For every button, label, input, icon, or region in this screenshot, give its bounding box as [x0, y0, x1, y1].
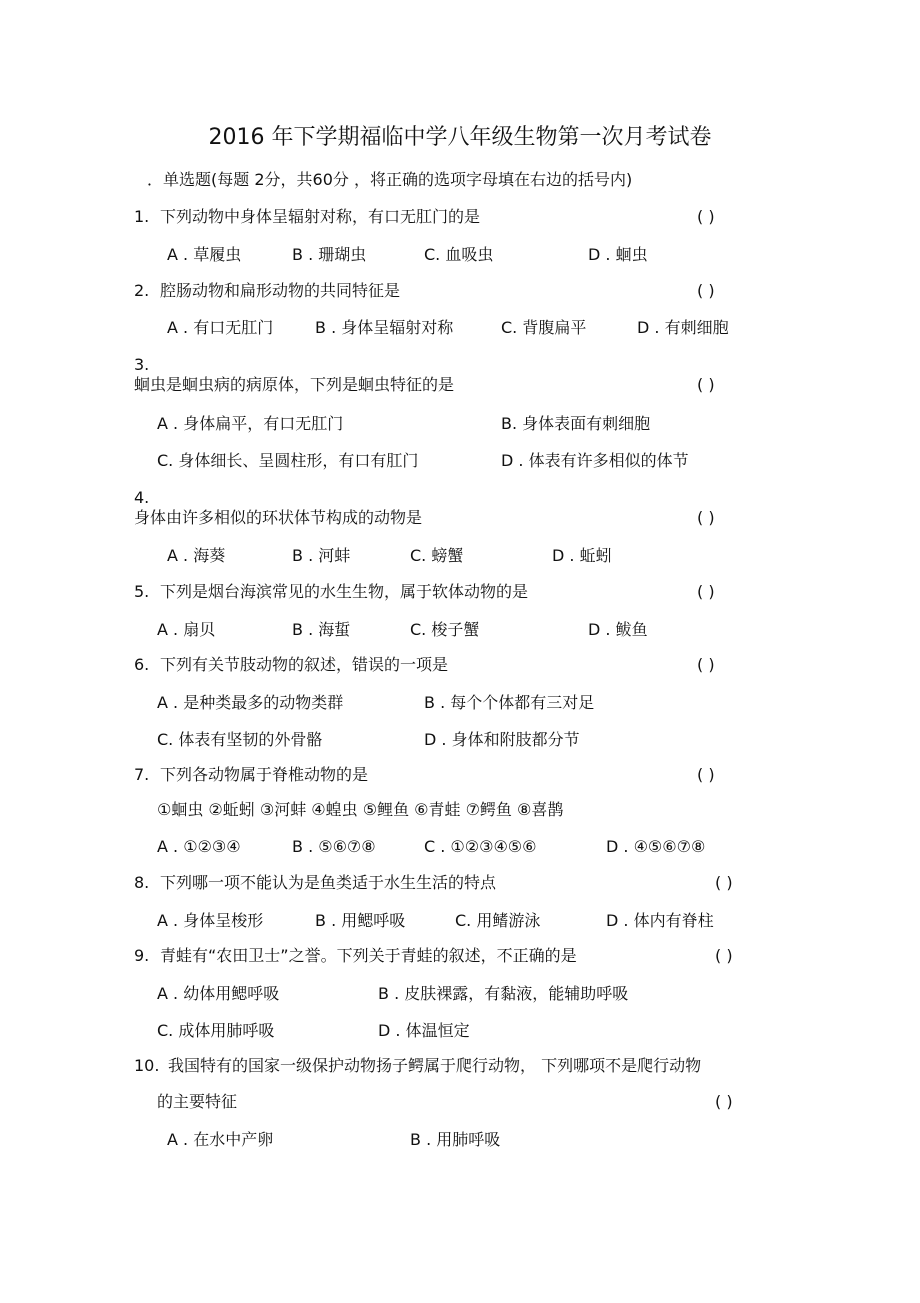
question-4-option-d: D . 蚯蚓 — [552, 546, 612, 565]
question-10-stem-continued: 的主要特征 — [157, 1092, 238, 1111]
question-8-option-a: A . 身体呈梭形 — [157, 911, 264, 930]
question-10-option-a: A . 在水中产卵 — [167, 1130, 274, 1149]
question-4-option-a: A . 海葵 — [167, 546, 226, 565]
question-10-stem: 我国特有的国家一级保护动物扬子鳄属于爬行动物， 下列哪项不是爬行动物 — [168, 1056, 702, 1075]
question-6-option-d: D . 身体和附肢都分节 — [424, 730, 580, 749]
question-5-option-c: C. 梭子蟹 — [410, 620, 480, 639]
question-1-option-d: D . 蛔虫 — [588, 245, 648, 264]
question-6-option-c: C. 体表有坚韧的外骨骼 — [157, 730, 323, 749]
question-1-option-a: A . 草履虫 — [167, 245, 242, 264]
question-2-option-a: A . 有口无肛门 — [167, 318, 274, 337]
question-2-option-b: B . 身体呈辐射对称 — [315, 318, 454, 337]
question-1-option-c: C. 血吸虫 — [424, 245, 494, 264]
question-5-stem: 下列是烟台海滨常见的水生生物，属于软体动物的是 — [160, 582, 529, 601]
question-8-stem: 下列哪一项不能认为是鱼类适于水生生活的特点 — [160, 873, 497, 892]
question-9-answer-bracket: ( ) — [715, 946, 733, 965]
question-3-option-d: D . 体表有许多相似的体节 — [501, 451, 689, 470]
question-7-number: 7. — [134, 765, 150, 784]
question-7-answer-bracket: ( ) — [697, 765, 715, 784]
question-8-option-b: B . 用鳃呼吸 — [315, 911, 406, 930]
question-6-stem: 下列有关节肢动物的叙述，错误的一项是 — [160, 655, 449, 674]
question-3-option-c: C. 身体细长、呈圆柱形，有口有肛门 — [157, 451, 419, 470]
question-7-option-b: B . ⑤⑥⑦⑧ — [292, 837, 376, 856]
section-heading: ．单选题(每题 2分，共60分 ，将正确的选项字母填在右边的括号内) — [147, 170, 633, 189]
question-9-stem: 青蛙有“农田卫士”之誉。下列关于青蛙的叙述，不正确的是 — [160, 946, 577, 965]
question-9-option-a: A . 幼体用鳃呼吸 — [157, 984, 280, 1003]
question-2-option-c: C. 背腹扁平 — [501, 318, 587, 337]
question-6-number: 6. — [134, 655, 150, 674]
question-5-option-b: B . 海蜇 — [292, 620, 351, 639]
question-3-option-a: A . 身体扁平，有口无肛门 — [157, 414, 344, 433]
question-6-answer-bracket: ( ) — [697, 655, 715, 674]
question-10-number: 10. — [134, 1056, 160, 1075]
question-9-option-b: B . 皮肤裸露，有黏液，能辅助呼吸 — [378, 984, 629, 1003]
question-7-option-c: C . ①②③④⑤⑥ — [424, 837, 537, 856]
question-3-answer-bracket: ( ) — [697, 375, 715, 394]
question-2-option-d: D . 有刺细胞 — [637, 318, 729, 337]
question-4-number: 4. — [134, 488, 150, 507]
question-4-option-b: B . 河蚌 — [292, 546, 351, 565]
question-7-animal-list: ①蛔虫 ②蚯蚓 ③河蚌 ④蝗虫 ⑤鲤鱼 ⑥青蛙 ⑦鳄鱼 ⑧喜鹊 — [157, 800, 564, 819]
question-10-option-b: B . 用肺呼吸 — [410, 1130, 501, 1149]
question-2-number: 2. — [134, 281, 150, 300]
question-5-answer-bracket: ( ) — [697, 582, 715, 601]
question-7-option-a: A . ①②③④ — [157, 837, 241, 856]
question-8-number: 8. — [134, 873, 150, 892]
question-7-option-d: D . ④⑤⑥⑦⑧ — [606, 837, 706, 856]
question-6-option-b: B . 每个个体都有三对足 — [424, 693, 595, 712]
question-8-option-c: C. 用鳍游泳 — [455, 911, 541, 930]
question-1-number: 1. — [134, 207, 150, 226]
question-9-option-d: D . 体温恒定 — [378, 1021, 470, 1040]
question-8-option-d: D . 体内有脊柱 — [606, 911, 714, 930]
question-5-number: 5. — [134, 582, 150, 601]
question-9-number: 9. — [134, 946, 150, 965]
question-3-option-b: B. 身体表面有刺细胞 — [501, 414, 651, 433]
question-2-answer-bracket: ( ) — [697, 281, 715, 300]
question-4-answer-bracket: ( ) — [697, 508, 715, 527]
question-2-stem: 腔肠动物和扁形动物的共同特征是 — [160, 281, 401, 300]
question-10-answer-bracket: ( ) — [715, 1092, 733, 1111]
question-5-option-a: A . 扇贝 — [157, 620, 216, 639]
question-8-answer-bracket: ( ) — [715, 873, 733, 892]
question-1-answer-bracket: ( ) — [697, 207, 715, 226]
question-7-stem: 下列各动物属于脊椎动物的是 — [160, 765, 369, 784]
question-3-stem: 蛔虫是蛔虫病的病原体，下列是蛔虫特征的是 — [134, 375, 455, 394]
question-1-stem: 下列动物中身体呈辐射对称，有口无肛门的是 — [160, 207, 481, 226]
exam-title: 2016 年下学期福临中学八年级生物第一次月考试卷 — [208, 125, 712, 150]
question-5-option-d: D . 鲅鱼 — [588, 620, 648, 639]
question-4-stem: 身体由许多相似的环状体节构成的动物是 — [134, 508, 423, 527]
question-1-option-b: B . 珊瑚虫 — [292, 245, 367, 264]
question-9-option-c: C. 成体用肺呼吸 — [157, 1021, 275, 1040]
question-6-option-a: A . 是种类最多的动物类群 — [157, 693, 344, 712]
question-3-number: 3. — [134, 355, 150, 374]
question-4-option-c: C. 螃蟹 — [410, 546, 464, 565]
